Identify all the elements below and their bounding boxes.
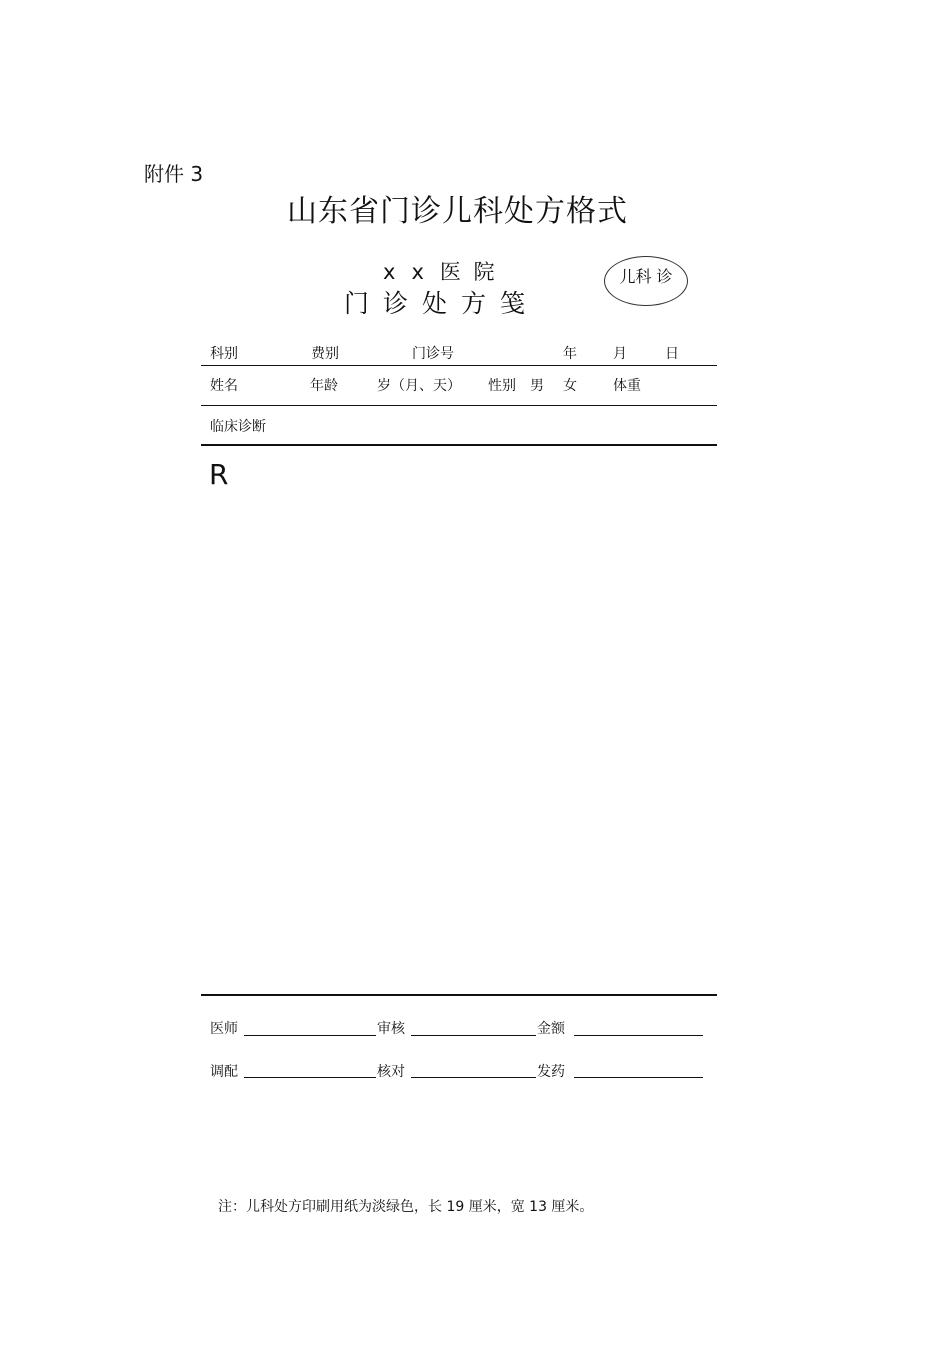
amount-line [574,1035,703,1036]
weight-label: 体重 [613,378,641,394]
dispense-signature-line [244,1077,376,1078]
dispense-label: 调配 [210,1064,238,1080]
row1-divider [201,365,717,366]
hospital-placeholder-2: x [411,260,424,284]
gender-label: 性别 [488,378,516,394]
doctor-label: 医师 [210,1021,238,1037]
footnote: 注：儿科处方印刷用纸为淡绿色，长 19 厘米，宽 13 厘米。 [218,1199,594,1215]
attachment-number: 3 [190,162,204,186]
age-label: 年龄 [310,378,338,394]
outpatient-no-label: 门诊号 [412,346,454,362]
rx-symbol: R [209,458,229,491]
fee-type-label: 费别 [311,346,339,362]
issue-signature-line [574,1077,703,1078]
diagnosis-label: 临床诊断 [210,419,266,435]
name-label: 姓名 [210,378,238,394]
review-label: 审核 [377,1021,405,1037]
month-label: 月 [613,346,627,362]
attachment-word: 附件 [144,162,184,186]
doctor-signature-line [244,1035,376,1036]
hospital-name [383,256,495,286]
age-unit-label: 岁（月、天） [377,378,461,394]
page-title: 山东省门诊儿科处方格式 [287,194,628,229]
attachment-label [144,158,203,187]
female-option: 女 [563,378,577,394]
male-option: 男 [530,378,544,394]
day-label: 日 [665,346,679,362]
header-bottom-rule [201,444,717,446]
year-label: 年 [563,346,577,362]
hospital-placeholder-1: x [383,260,396,284]
department-label: 科别 [210,346,238,362]
hospital-word: 医 院 [439,260,495,284]
prescription-bottom-rule [201,994,717,996]
check-signature-line [411,1077,536,1078]
issue-label: 发药 [537,1064,565,1080]
review-signature-line [411,1035,536,1036]
row2-divider [201,405,717,406]
amount-label: 金额 [537,1021,565,1037]
form-name: 门诊处方笺 [344,289,540,318]
check-label: 核对 [377,1064,405,1080]
pediatric-stamp: 儿科 诊 [604,256,688,306]
